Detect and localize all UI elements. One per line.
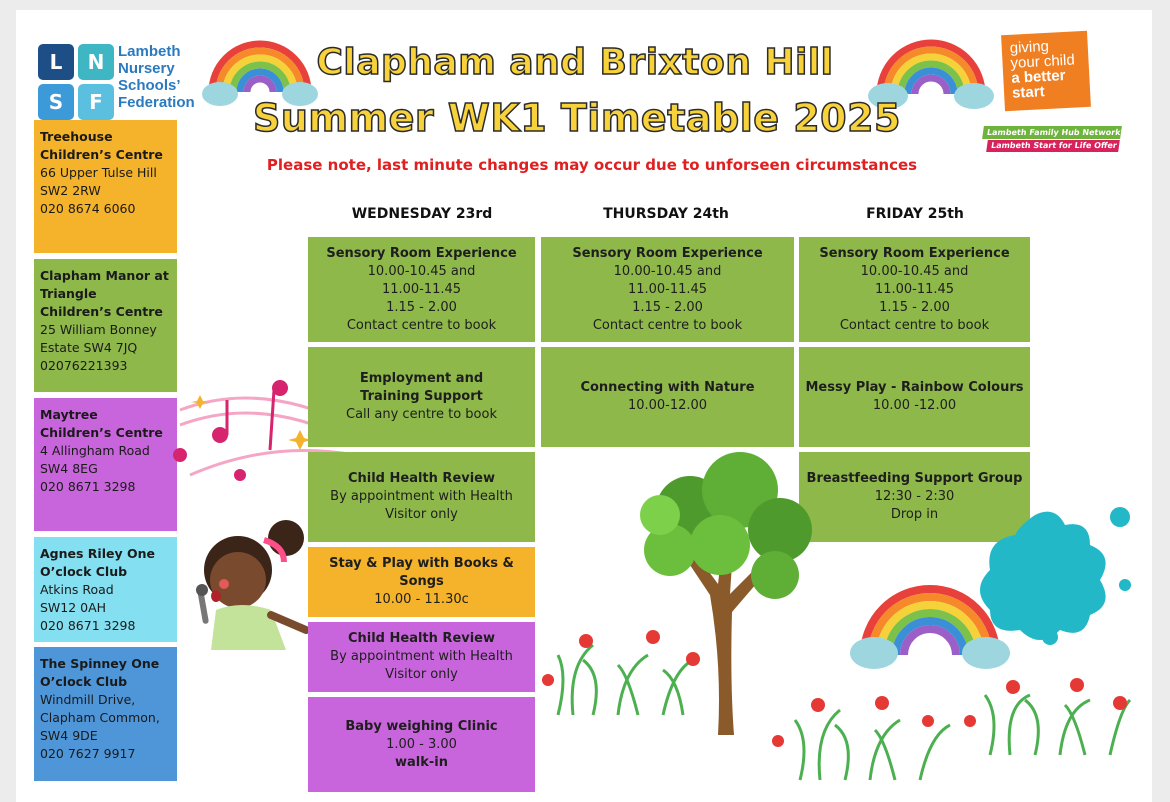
centre-card-maytree: Maytree Children’s Centre 4 Allingham Road SW4 8EG 020 8671 3298 [34,398,177,531]
start-for-life-badge: Lambeth Start for Life Offer [986,140,1120,152]
paint-splash-icon [975,495,1135,655]
day-heading-thursday: THURSDAY 24th [603,206,729,222]
session-card-wed-child-health-1: Child Health Review By appointment with Health Visitor only [308,452,535,542]
family-hub-badge: Lambeth Family Hub Network [982,126,1122,139]
logo-letter-f: F [78,84,114,120]
session-card-wed-employment: Employment and Training Support Call any centre to book [308,347,535,447]
notice-text: Please note, last minute changes may occur due to unforseen circumstances [266,156,918,174]
page-title: Clapham and Brixton Hill [316,42,834,83]
session-card-wed-child-health-2: Child Health Review By appointment with Health Visitor only [308,622,535,692]
grass-flowers-icon [770,675,1140,785]
centre-card-clapham-manor: Clapham Manor at Triangle Children’s Centre 25 William Bonney Estate SW4 7JQ 02076221393 [34,259,177,392]
session-card-fri-messy-play: Messy Play - Rainbow Colours 10.00 -12.00 [799,347,1030,447]
centre-card-the-spinney: The Spinney One O’clock Club Windmill Drive, Clapham Common, SW4 9DE 020 7627 9917 [34,647,177,781]
session-card-wed-stay-play: Stay & Play with Books & Songs 10.00 - 11.30c [308,547,535,617]
logo-letter-s: S [38,84,74,120]
session-card-wed-sensory: Sensory Room Experience 10.00-10.45 and 11.00-11.45 1.15 - 2.00 Contact centre to book [308,237,535,342]
grass-flowers-icon [538,625,708,720]
session-card-fri-sensory: Sensory Room Experience 10.00-10.45 and 11.00-11.45 1.15 - 2.00 Contact centre to book [799,237,1030,342]
singing-girl-icon [176,510,316,655]
session-card-wed-baby-weighing: Baby weighing Clinic 1.00 - 3.00 walk-in [308,697,535,792]
logo-letter-n: N [78,44,114,80]
session-card-thu-sensory: Sensory Room Experience 10.00-10.45 and 11.00-11.45 1.15 - 2.00 Contact centre to book [541,237,794,342]
logo-letter-l: L [38,44,74,80]
lnsf-logo-text: Lambeth Nursery Schools’ Federation [118,43,195,111]
day-heading-wednesday: WEDNESDAY 23rd [351,206,493,222]
giving-your-child-logo: giving your child a better start [1001,31,1091,111]
centre-card-treehouse: Treehouse Children’s Centre 66 Upper Tulse Hill SW2 2RW 020 8674 6060 [34,120,177,253]
session-card-fri-breastfeeding: Breastfeeding Support Group 12:30 - 2:30 Drop in [799,452,1030,542]
centre-card-agnes-riley: Agnes Riley One O’clock Club Atkins Road SW12 0AH 020 8671 3298 [34,537,177,642]
day-heading-friday: FRIDAY 25th [866,206,964,222]
session-card-thu-nature: Connecting with Nature 10.00-12.00 [541,347,794,447]
page-subtitle: Summer WK1 Timetable 2025 [253,96,901,140]
